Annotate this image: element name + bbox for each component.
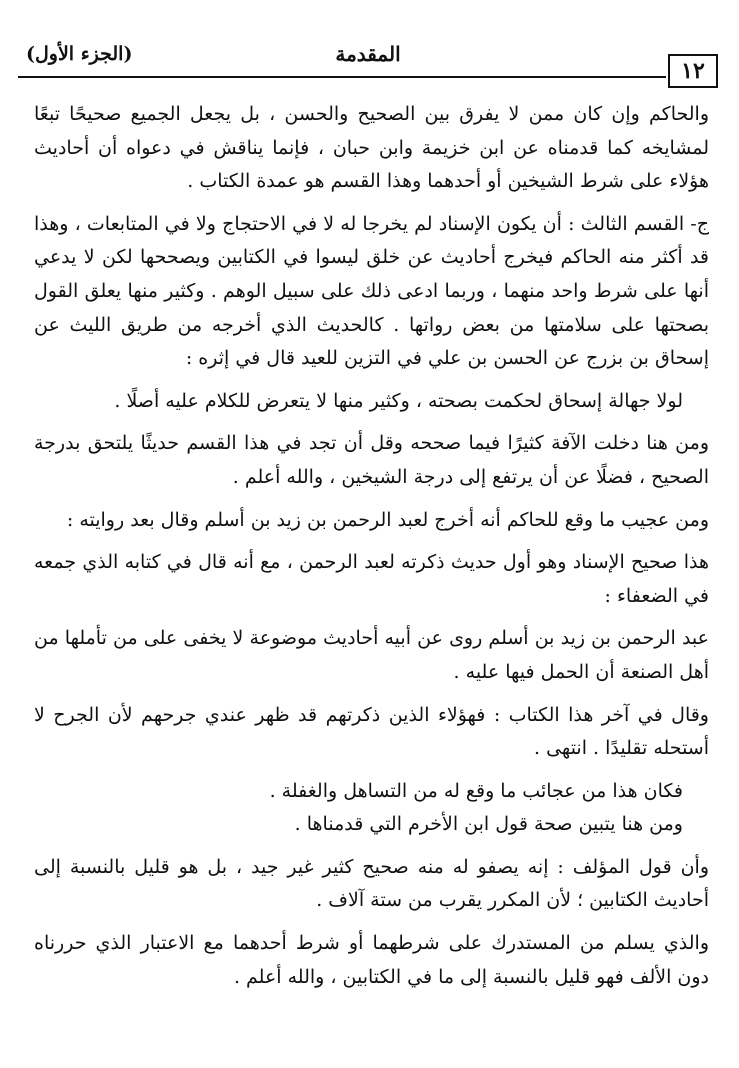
quote-paragraph: عبد الرحمن بن زيد بن أسلم روى عن أبيه أحاديث موضوعة لا يخفى على من تأملها من أهل الصنعة أن الحمل فيها عليه . [34,627,709,683]
page-header [18,40,718,82]
paragraph: ج- القسم الثالث : أن يكون الإسناد لم يخرجا له لا في الاحتجاج ولا في المتابعات ، وهذا قد أكثر منه الحاكم فيخرج أحاديث عن خلق ليسوا في الكتابين ويصححها لكن لا يدعي أنها على شرط واحد منهما ، وربما ادعى ذلك على سبيل الوهم . وكثير منها يعلق القول بصحتها على سلامتها من بعض رواتها . كالحديث الذي أخرجه من طريق الليث عن إسحاق بن بزرج عن الحسن بن علي في التزين للعيد قال في إثره : [34,212,709,370]
page-number: ١٢ [668,54,718,88]
paragraph: ومن عجيب ما وقع للحاكم أنه أخرج لعبد الرحمن بن زيد بن أسلم وقال بعد روايته : [66,508,709,531]
paragraph: والحاكم وإن كان ممن لا يفرق بين الصحيح والحسن ، بل يجعل الجميع صحيحًا تبعًا لمشايخه كما قدمناه عن ابن خزيمة وابن حبان ، فإنما يناقش في دعواه أن أحاديث هؤلاء على شرط الشيخين أو أحدهما وهذا القسم هو عمدة الكتاب . [34,103,709,193]
paragraph: وأن قول المؤلف : إنه يصفو له منه صحيح كثير غير جيد ، بل هو قليل بالنسبة إلى أحاديث الكتابين ؛ لأن المكرر يقرب من ستة آلاف . [34,855,709,912]
paragraph: ومن هنا يتبين صحة قول ابن الأخرم التي قدمناها . [294,813,683,836]
volume-label: (الجزء الأول) [26,43,133,65]
paragraph: والذي يسلم من المستدرك على شرطهما أو شرط أحدهما مع الاعتبار الذي حررناه دون الألف فهو قليل بالنسبة إلى ما في الكتابين ، والله أعلم . [34,932,709,988]
paragraph: فكان هذا من عجائب ما وقع له من التساهل والغفلة . [269,779,683,802]
section-title: المقدمة [335,42,401,66]
paragraph: وقال في آخر هذا الكتاب : فهؤلاء الذين ذكرتهم قد ظهر عندي جرحهم لأن الجرح لا أستحله تقليدًا . انتهى . [34,703,709,760]
paragraph: ومن هنا دخلت الآفة كثيرًا فيما صححه وقل أن تجد في هذا القسم حديثًا يلتحق بدرجة الصحيح ، فضلًا عن أن يرتفع إلى درجة الشيخين ، والله أعلم . [34,432,709,488]
page-body [34,98,709,1003]
quote-paragraph: لولا جهالة إسحاق لحكمت بصحته ، وكثير منها لا يتعرض للكلام عليه أصلًا . [114,389,683,412]
header-rule [18,76,666,78]
quote-paragraph: هذا صحيح الإسناد وهو أول حديث ذكرته لعبد الرحمن ، مع أنه قال في كتابه الذي جمعه في الضعفاء : [34,551,709,607]
